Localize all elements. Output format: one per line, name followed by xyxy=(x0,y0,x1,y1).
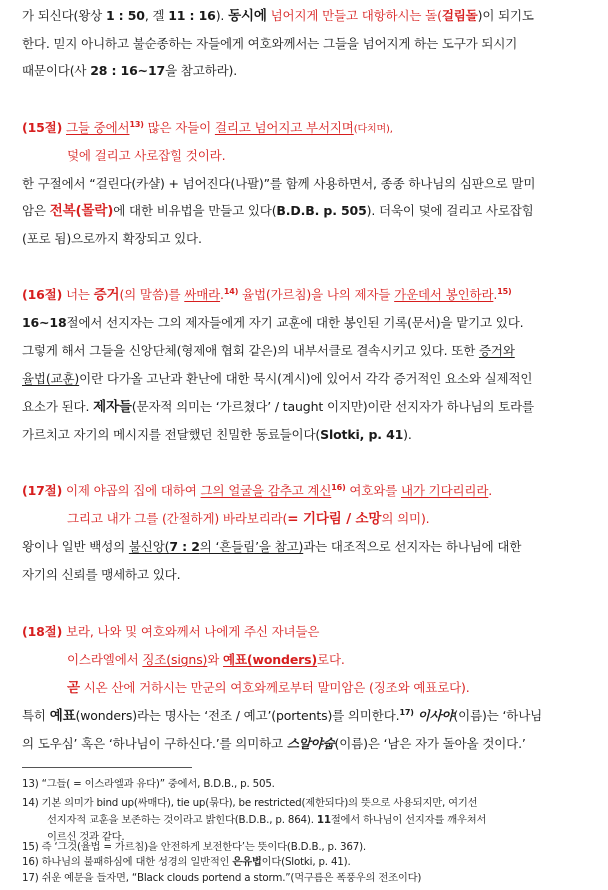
text-line: 한다. 믿지 아니하고 불순종하는 자들에게 여호와께서는 그들을 넘어지게 하는 도구가 되시기 xyxy=(22,36,518,51)
footnote-14: 14) 기본 의미가 bind up(싸매다), tie up(묶다), be restricted(제한되다)의 뜻으로 사용되지만, 여기선 xyxy=(22,797,478,809)
commentary-line: 특히 예표(wonders)라는 명사는 ‘전조 / 예고’(portents)를 의미한다.$^{17)}$ 이사야(이름)는 ‘하나님 xyxy=(22,708,543,724)
verse-17-line: (17절) 이제 야곱의 집에 대하여 그의 얼굴을 감추고 계신$^{16)}$ 여호와를 내가 기다리리라. xyxy=(22,483,493,498)
footnote-ref-14: 14) xyxy=(223,287,239,296)
verse-18-line: 곧 시온 산에 거하시는 만군의 여호와께로부터 말미암은 (징조와 예표로다). xyxy=(67,680,470,696)
commentary-line: 암은 전복(몰락)에 대한 비유법을 만들고 있다(B.D.B. p. 505). 더욱이 덫에 걸리고 사로잡힘 xyxy=(22,203,534,219)
commentary-line: 요소가 된다. 제자들(문자적 의미는 ‘가르쳤다’ / taught 이지만)이란 선지자가 하나님의 토라를 xyxy=(22,399,534,415)
footnote-ref-15: 15) xyxy=(497,287,512,296)
footnote-15: 15) 즉 ‘그것(율법 = 가르침)을 안전하게 보전한다’는 뜻이다(B.D.B., p. 367). xyxy=(22,841,366,853)
commentary-line: 16∼18절에서 선지자는 그의 제자들에게 자기 교훈에 대한 봉인된 기록(문서)을 맡기고 있다. xyxy=(22,315,524,330)
commentary-line: 한 구절에서 “걸린다(카샬) + 넘어진다(나팔)”를 함께 사용하면서, 종종 하나님의 심판으로 말미 xyxy=(22,176,536,191)
commentary-line: 의 도우심’ 혹은 ‘하나님이 구하신다.’를 의미하고 스알야숩(이름)은 ‘남은 자가 돌아올 것이다.’ xyxy=(22,736,526,751)
verse-15-line: 덫에 걸리고 사로잡힐 것이라. xyxy=(67,148,226,163)
text-line: 때문이다(사 28 : 16∼17을 참고하라). xyxy=(22,63,238,78)
footnote-16: 16) 하나님의 불패하심에 대한 성경의 일반적인 은유법이다(Slotki, p. 41). xyxy=(22,856,351,868)
footnote-divider xyxy=(22,767,192,768)
commentary-line: 가르치고 자기의 메시지를 전달했던 친밀한 동료들이다(Slotki, p. 41). xyxy=(22,427,412,442)
verse-18-line: (18절) 보라, 나와 및 여호와께서 나에게 주신 자녀들은 xyxy=(22,624,320,639)
footnote-ref-16: 16) xyxy=(331,483,346,492)
commentary-line: 자기의 신뢰를 맹세하고 있다. xyxy=(22,567,181,582)
verse-18-line: 이스라엘에서 징조(signs)와 예표(wonders)로다. xyxy=(67,652,345,667)
footnote-17: 17) 쉬운 예문을 들자면, “Black clouds portend a storm.”(먹구름은 폭풍우의 전조이다) xyxy=(22,872,422,884)
commentary-line: (포로 됨)으로까지 확장되고 있다. xyxy=(22,231,202,246)
footnote-13: 13) “그들( = 이스라엘과 유다)” 중에서, B.D.B., p. 505. xyxy=(22,778,275,790)
commentary-line: 율법(교훈)이란 다가올 고난과 환난에 대한 묵시(계시)에 있어서 각각 증거적인 요소와 실제적인 xyxy=(22,371,533,386)
text-line: 가 되신다(왕상 1 : 50, 겔 11 : 16). 동시에 넘어지게 만들고 대항하시는 돌(걸림돌)이 되기도 xyxy=(22,8,534,24)
verse-17-line: 그리고 내가 그를 (간절하게) 바라보리라(= 기다림 / 소망의 의미). xyxy=(67,511,430,527)
footnote-14-cont: 선지자적 교훈을 보존하는 것이라고 밝힌다(B.D.B., p. 864). 11절에서 하나님이 선지자를 깨우쳐서 xyxy=(47,814,487,826)
verse-16-line: (16절) 너는 증거(의 말씀)를 싸매라.$^{14)}$ 율법(가르침)을 나의 제자들 가운데서 봉인하라.$^{15)}$ xyxy=(22,287,512,303)
footnote-ref-13: 13) xyxy=(129,120,144,129)
footnote-14-cont: 이르신 것과 같다. xyxy=(47,831,125,843)
commentary-line: 그렇게 해서 그들을 신앙단체(형제애 협회 같은)의 내부서클로 결속시키고 있다. 또한 증거와 xyxy=(22,343,515,358)
footnote-ref-17: 17) xyxy=(399,708,414,717)
commentary-line: 왕이나 일반 백성의 불신앙(7 : 2의 ‘흔들림’을 참고)과는 대조적으로 선지자는 하나님에 대한 xyxy=(22,539,522,554)
verse-15-line: (15절) 그들 중에서$^{13)}$ 많은 자들이 걸리고 넘어지고 부서지며(다치며), xyxy=(22,120,393,135)
